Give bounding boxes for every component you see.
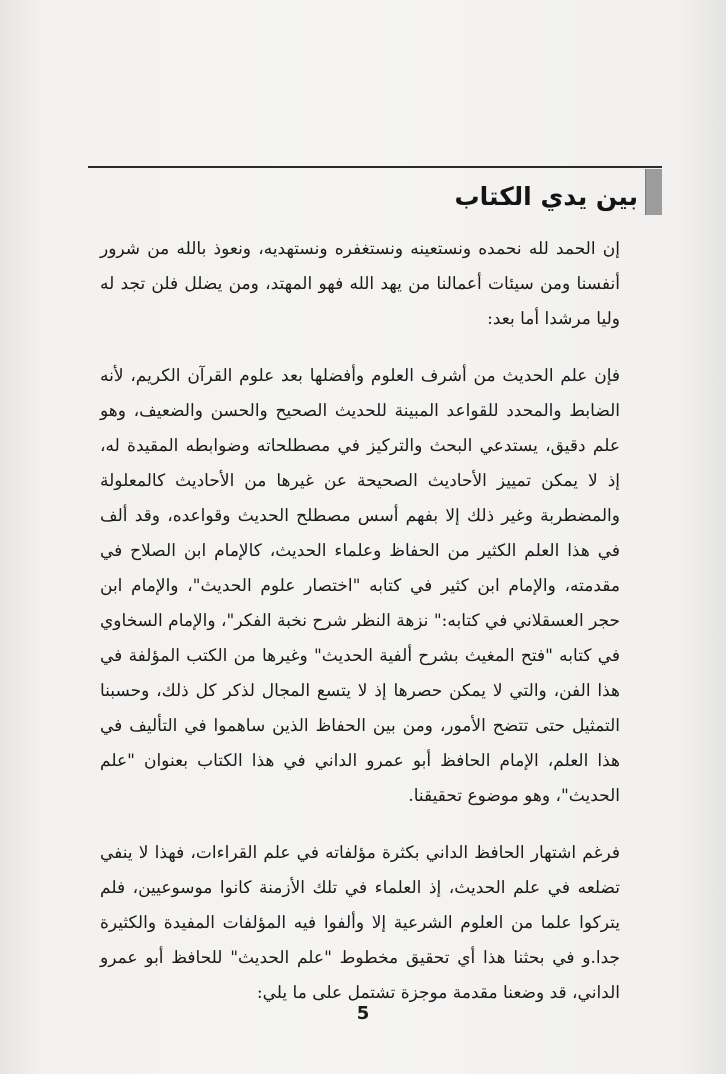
paragraph-hadith-science: فإن علم الحديث من أشرف العلوم وأفضلها بعد علوم القرآن الكريم، لأنه الضابط والمحدد للقواعد المبينة للحديث الصحيح والحسن والضعيف، وهو علم دقيق، يستدعي البحث والتركيز في مصطلحاته وضوابطه المقيدة له، إذ لا يمكن تمييز الأحاديث الصحيحة عن غيرها من الأحاديث كالمعلولة والمضطربة وغير ذلك إلا بفهم أسس مصطلح الحديث وقواعده، وقد ألف في هذا العلم الكثير من الحفاظ وعلماء الحديث، كالإمام ابن الصلاح في مقدمته، والإمام ابن كثير في كتابه "اختصار علوم الحديث"، والإمام ابن حجر العسقلاني في كتابه:" نزهة النظر شرح نخبة الفكر"، والإمام السخاوي في كتابه "فتح المغيث بشرح ألفية الحديث" وغيرها من الكتب المؤلفة في هذا الفن، والتي لا يمكن حصرها إذ لا يتسع المجال لذكر كل ذلك، وحسبنا التمثيل حتى تتضح الأمور، ومن بين الحفاظ الذين ساهموا في التأليف في هذا العلم، الإمام الحافظ أبو عمرو الداني في هذا الكتاب بعنوان "علم الحديث"، وهو موضوع تحقيقنا. — [100, 366, 620, 806]
paragraph-al-dani: فرغم اشتهار الحافظ الداني بكثرة مؤلفاته في علم القراءات، فهذا لا ينفي تضلعه في علم الحديث، إذ العلماء في تلك الأزمنة كانوا موسوعيين، فلم يتركوا علما من العلوم الشرعية إلا وألفوا فيه المؤلفات المفيدة والكثيرة جدا.و في بحثنا هذا أي تحقيق مخطوط "علم الحديث" للحافظ أبو عمرو الداني، قد وضعنا مقدمة موجزة تشتمل على ما يلي: — [100, 843, 620, 1003]
heading-side-bar — [645, 169, 662, 215]
page-number: 5 — [356, 1003, 370, 1024]
heading-rule — [88, 166, 662, 168]
chapter-title: بين يدي الكتاب — [454, 182, 638, 211]
chapter-heading — [88, 160, 662, 238]
body-text — [100, 232, 620, 1033]
paragraph-opening: إن الحمد لله نحمده ونستعينه ونستغفره ونستهديه، ونعوذ بالله من شرور أنفسنا ومن سيئات أعمالنا من يهد الله فهو المهتد، ومن يضلل فلن تجد له وليا مرشدا أما بعد: — [100, 239, 620, 329]
